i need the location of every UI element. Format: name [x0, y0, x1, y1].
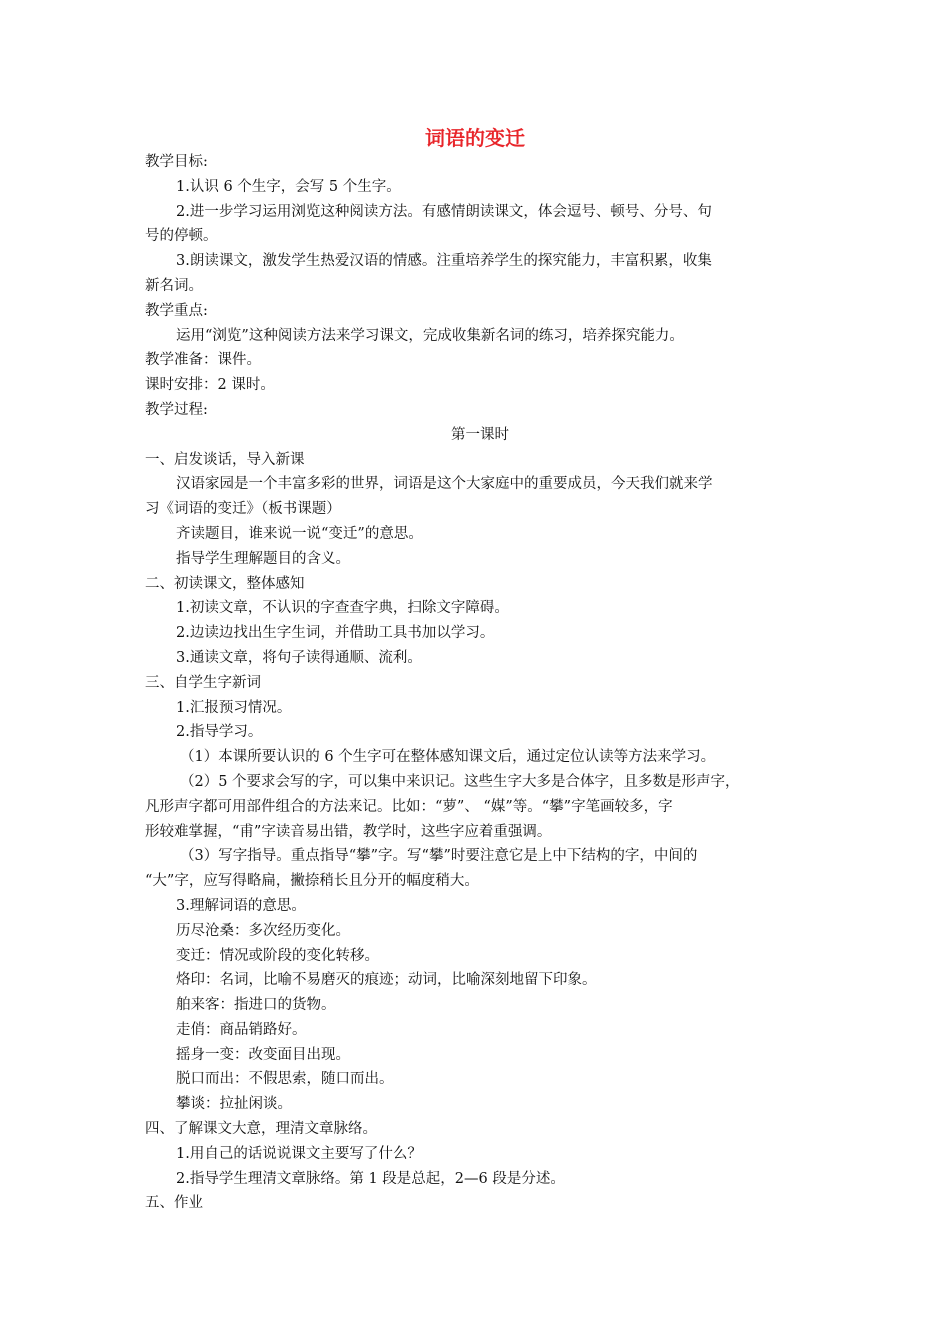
study-step-1: 1.汇报预习情况。 [176, 699, 292, 716]
summary-step-1: 1.用自己的话说说课文主要写了什么？ [176, 1145, 422, 1162]
part-heading-2: 二、初读课文，整体感知 [145, 575, 305, 592]
objective-3-line-2: 新名词。 [145, 277, 203, 294]
study-substep-1: （1）本课所要认识的 6 个生字可在整体感知课文后，通过定位认读等方法来学习。 [180, 749, 716, 766]
objective-1: 1.认识 6 个生字，会写 5 个生字。 [176, 178, 401, 195]
reading-step-3: 3.通读文章，将句子读得通顺、流利。 [176, 649, 422, 666]
document-title: 词语的变迁 [425, 126, 525, 150]
reading-step-2: 2.边读边找出生字生词，并借助工具书加以学习。 [176, 625, 495, 642]
objective-2-line-1: 2.进一步学习运用浏览这种阅读方法。有感情朗读课文，体会逗号、顿号、分号、句 [176, 203, 712, 220]
lesson-heading-first: 第一课时 [451, 426, 509, 443]
objective-2-line-2: 号的停顿。 [145, 228, 218, 245]
paragraph-intro-line-1: 汉语家园是一个丰富多彩的世界，词语是这个大家庭中的重要成员，今天我们就来学 [176, 476, 713, 493]
reading-step-1: 1.初读文章，不认识的字查查字典，扫除文字障碍。 [176, 600, 509, 617]
objective-3-line-1: 3.朗读课文，激发学生热爱汉语的情感。注重培养学生的探究能力，丰富积累，收集 [176, 253, 712, 270]
section-heading-key-points: 教学重点: [145, 302, 208, 319]
study-step-2: 2.指导学习。 [176, 724, 263, 741]
vocab-item: 走俏：商品销路好。 [176, 1021, 307, 1038]
class-schedule: 课时安排：2 课时。 [145, 377, 275, 394]
vocab-item: 舶来客：指进口的货物。 [176, 997, 336, 1014]
paragraph-read-title: 齐读题目，谁来说一说“变迁”的意思。 [176, 525, 423, 542]
study-step-3: 3.理解词语的意思。 [176, 897, 306, 914]
study-substep-2-line-3: 形较难掌握，“甫”字读音易出错，教学时，这些字应着重强调。 [145, 823, 552, 840]
study-substep-3-line-2: “大”字，应写得略扁，撇捺稍长且分开的幅度稍大。 [145, 873, 479, 890]
part-heading-5: 五、作业 [145, 1195, 203, 1212]
part-heading-1: 一、启发谈话，导入新课 [145, 451, 305, 468]
document-body [145, 150, 815, 1216]
section-heading-objectives: 教学目标: [145, 154, 208, 170]
vocab-item: 历尽沧桑：多次经历变化。 [176, 922, 350, 939]
part-heading-3: 三、自学生字新词 [145, 674, 261, 691]
study-substep-2-line-2: 凡形声字都可用部件组合的方法来记。比如：“萝”、 “媒”等。“攀”字笔画较多，字 [145, 798, 673, 815]
paragraph-guide-meaning: 指导学生理解题目的含义。 [176, 550, 350, 567]
part-heading-4: 四、了解课文大意，理清文章脉络。 [145, 1121, 377, 1138]
teaching-preparation: 教学准备：课件。 [145, 352, 261, 369]
vocab-item: 摇身一变：改变面目出现。 [176, 1046, 350, 1063]
paragraph-intro-line-2: 习《词语的变迁》（板书课题） [145, 501, 341, 518]
key-point: 运用“浏览”这种阅读方法来学习课文，完成收集新名词的练习，培养探究能力。 [176, 327, 684, 344]
vocab-item: 烙印：名词，比喻不易磨灭的痕迹；动词，比喻深刻地留下印象。 [176, 972, 597, 989]
vocab-item: 攀谈：拉扯闲谈。 [176, 1096, 292, 1113]
section-heading-process: 教学过程: [145, 401, 208, 418]
summary-step-2: 2.指导学生理清文章脉络。第 1 段是总起，2—6 段是分述。 [176, 1170, 565, 1187]
study-substep-3-line-1: （3）写字指导。重点指导“攀”字。写“攀”时要注意它是上中下结构的字，中间的 [180, 848, 698, 865]
vocab-item: 脱口而出：不假思索，随口而出。 [176, 1071, 394, 1088]
vocab-item: 变迁：情况或阶段的变化转移。 [176, 947, 379, 964]
study-substep-2-line-1: （2）5 个要求会写的字，可以集中来识记。这些生字大多是合体字，且多数是形声字， [180, 773, 740, 790]
